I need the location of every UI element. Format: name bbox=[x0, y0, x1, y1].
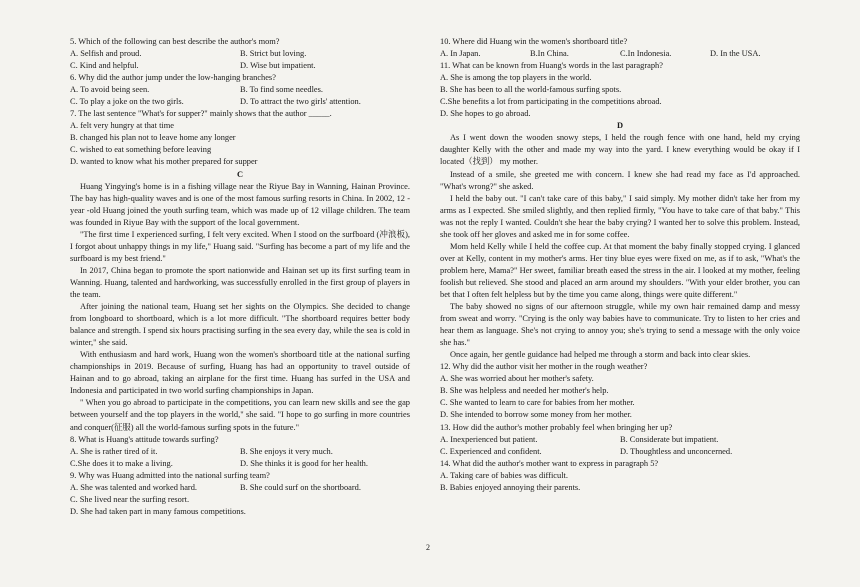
page-number: 2 bbox=[426, 543, 430, 552]
question-11: 11. What can be known from Huang's words in the last paragraph? bbox=[440, 61, 663, 71]
q7-option-a: A. felt very hungry at that time bbox=[70, 121, 174, 131]
q12-option-b: B. She was helpless and needed her mother's help. bbox=[440, 386, 609, 396]
passage-d-paragraph-5: The baby showed no signs of our afternoon struggle, while my own hair remained damp and messy from sweat and worry. "Crying is the only way babies have to communicate. Try to listen to her cries and hear them as language. She's not crying to annoy you; she's trying to send a message with the only voice she has." bbox=[440, 302, 800, 348]
q5-options-row2 bbox=[70, 60, 410, 72]
q10-option-c: C.In Indonesia. bbox=[620, 49, 672, 59]
q7-option-d: D. wanted to know what his mother prepared for supper bbox=[70, 157, 258, 167]
q13-option-d: D. Thoughtless and unconcerned. bbox=[620, 446, 733, 456]
right-column bbox=[440, 36, 800, 494]
question-9: 9. Why was Huang admitted into the national surfing team? bbox=[70, 470, 270, 480]
question-6: 6. Why did the author jump under the low-hanging branches? bbox=[70, 73, 276, 83]
q7-option-c: C. wished to eat something before leaving bbox=[70, 145, 212, 155]
passage-d-paragraph-3: I held the baby out. "I can't take care of this baby," I said simply. My mother didn't take her from my arms as I expected. She smiled slightly, and then replied firmly, "You have to take care of that baby." This was not the reply I wanted. Couldn't she hear the baby crying? I wanted her to solve this problem. Instead, she took off her gloves and asked me in for some coffee. bbox=[440, 193, 800, 239]
q13-options-row1 bbox=[440, 434, 800, 446]
q5-option-c: C. Kind and helpful. bbox=[70, 61, 139, 71]
passage-c-paragraph-3: In 2017, China began to promote the sport nationwide and Hainan set up its first surfing team in Wanning. Huang, talented and hardworking, was successfully enrolled in the first group of players in the team. bbox=[70, 265, 410, 299]
question-7: 7. The last sentence "What's for supper?" mainly shows that the author _____. bbox=[70, 109, 332, 119]
q11-option-d: D. She hopes to go abroad. bbox=[440, 109, 531, 119]
q13-option-c: C. Experienced and confident. bbox=[440, 446, 542, 456]
q11-option-c: C.She benefits a lot from participating in the competitions abroad. bbox=[440, 97, 662, 107]
question-5: 5. Which of the following can best describe the author's mom? bbox=[70, 37, 280, 46]
q7-option-b: B. changed his plan not to leave home any longer bbox=[70, 133, 236, 143]
question-14: 14. What did the author's mother want to express in paragraph 5? bbox=[440, 458, 659, 468]
q8-option-d: D. She thinks it is good for her health. bbox=[240, 458, 368, 468]
passage-d-paragraph-1: As I went down the wooden snowy steps, I held the rough fence with one hand, held my crying daughter Kelly with the other and made my way into the yard. I knew everything would be okay if I located（找到） my mother. bbox=[440, 133, 800, 167]
left-column bbox=[70, 36, 410, 518]
q13-option-b: B. Considerate but impatient. bbox=[620, 434, 719, 444]
q10-options bbox=[440, 48, 800, 60]
q12-option-c: C. She wanted to learn to care for babies from her mother. bbox=[440, 398, 635, 408]
q5-option-b: B. Strict but loving. bbox=[240, 49, 307, 59]
passage-c-paragraph-2: "The first time I experienced surfing, I felt very excited. When I stood on the surfboard (冲浪板), I forgot about unhappy things in my life," Huang said. "Surfing has become a part of my life and the surfboard is my best friend." bbox=[70, 229, 410, 263]
q5-options-row1 bbox=[70, 48, 410, 60]
q6-option-c: C. To play a joke on the two girls. bbox=[70, 97, 184, 107]
q6-options-row2 bbox=[70, 96, 410, 108]
q10-option-b: B.In China. bbox=[530, 49, 569, 59]
q11-option-a: A. She is among the top players in the world. bbox=[440, 73, 592, 83]
q14-option-b: B. Babies enjoyed annoying their parents. bbox=[440, 482, 581, 492]
q5-option-d: D. Wise but impatient. bbox=[240, 61, 316, 71]
q9-option-b: B. She could surf on the shortboard. bbox=[240, 482, 361, 492]
section-c-heading: C bbox=[236, 169, 244, 179]
q9-options-row1 bbox=[70, 482, 410, 494]
q10-option-d: D. In the USA. bbox=[710, 49, 761, 59]
q9-option-c: C. She lived near the surfing resort. bbox=[70, 494, 190, 504]
passage-c-paragraph-5: With enthusiasm and hard work, Huang won the women's shortboard title at the national surfing championships in 2019. Because of surfing, Huang has had an opportunity to travel outside of Hainan and to go abroad, taking an airplane for the first time. Huang has surfed in the USA and Indonesia and participated in two world surfing championships in Japan. bbox=[70, 350, 410, 396]
q9-option-d: D. She had taken part in many famous competitions. bbox=[70, 506, 246, 516]
passage-c bbox=[70, 181, 410, 434]
passage-c-paragraph-6: " When you go abroad to participate in the competitions, you can learn new skills and see the gap between yourself and the top players in the world," she said. "I hope to go surfing in more countries and conquer(征服) all the world-famous surfing spots in the future." bbox=[70, 398, 410, 432]
q6-options-row1 bbox=[70, 84, 410, 96]
q8-option-b: B. She enjoys it very much. bbox=[240, 446, 333, 456]
passage-d bbox=[440, 132, 800, 361]
question-13: 13. How did the author's mother probably feel when bringing her up? bbox=[440, 422, 673, 432]
q8-options-row2 bbox=[70, 458, 410, 470]
passage-c-paragraph-4: After joining the national team, Huang set her sights on the Olympics. She decided to change from longboard to shortboard, which is a lot more difficult. "The shortboard requires better body balance and strength. I spend six hours practising surfing in the sea every day, while the sea is cold in winter," she said. bbox=[70, 302, 410, 348]
q14-option-a: A. Taking care of babies was difficult. bbox=[440, 470, 568, 480]
q8-options-row1 bbox=[70, 446, 410, 458]
question-8: 8. What is Huang's attitude towards surfing? bbox=[70, 434, 219, 444]
q8-option-c: C.She does it to make a living. bbox=[70, 458, 173, 468]
passage-c-paragraph-1: Huang Yingying's home is in a fishing village near the Riyue Bay in Wanning, Hainan Province. The bay has high-quality waves and is one of the most famous surfing resorts in China. In 2002, 12 -year -old Huang joined the youth surfing team, which was made up of 12 village children. The team was founded in Riyue Bay with the support of the local government. bbox=[70, 181, 410, 227]
q6-option-a: A. To avoid being seen. bbox=[70, 85, 150, 95]
q9-option-a: A. She was talented and worked hard. bbox=[70, 482, 197, 492]
q5-option-a: A. Selfish and proud. bbox=[70, 49, 142, 59]
passage-d-paragraph-6: Once again, her gentle guidance had helped me through a storm and back into clear skies. bbox=[450, 350, 751, 360]
q8-option-a: A. She is rather tired of it. bbox=[70, 446, 158, 456]
q12-option-a: A. She was worried about her mother's safety. bbox=[440, 374, 594, 384]
question-12: 12. Why did the author visit her mother in the rough weather? bbox=[440, 362, 648, 372]
section-d-heading: D bbox=[616, 121, 624, 131]
question-10: 10. Where did Huang win the women's shortboard title? bbox=[440, 37, 628, 46]
q11-option-b: B. She has been to all the world-famous surfing spots. bbox=[440, 85, 622, 95]
q13-options-row2 bbox=[440, 446, 800, 458]
passage-d-paragraph-2: Instead of a smile, she greeted me with concern. I knew she had read my face as I'd approached. "What's wrong?" she asked. bbox=[440, 169, 800, 191]
q13-option-a: A. Inexperienced but patient. bbox=[440, 434, 538, 444]
q6-option-d: D. To attract the two girls' attention. bbox=[240, 97, 361, 107]
passage-d-paragraph-4: Mom held Kelly while I held the coffee cup. At that moment the baby finally stopped crying. I glanced over at Kelly, content in my mother's arms. Her tiny blue eyes were fixed on me, as if to ask, "What's the problem here, Mama?" Her sweet, familiar breath eased the stress in the air. I looked at my mother, feeling foolish but relieved. She stood and placed an arm around my shoulders. "With your elder brother, you can bet that I often felt helpless but by the time you came along, things were quite different." bbox=[440, 241, 800, 299]
q12-option-d: D. She intended to borrow some money from her mother. bbox=[440, 410, 632, 420]
q6-option-b: B. To find some needles. bbox=[240, 85, 323, 95]
q10-option-a: A. In Japan. bbox=[440, 49, 481, 59]
